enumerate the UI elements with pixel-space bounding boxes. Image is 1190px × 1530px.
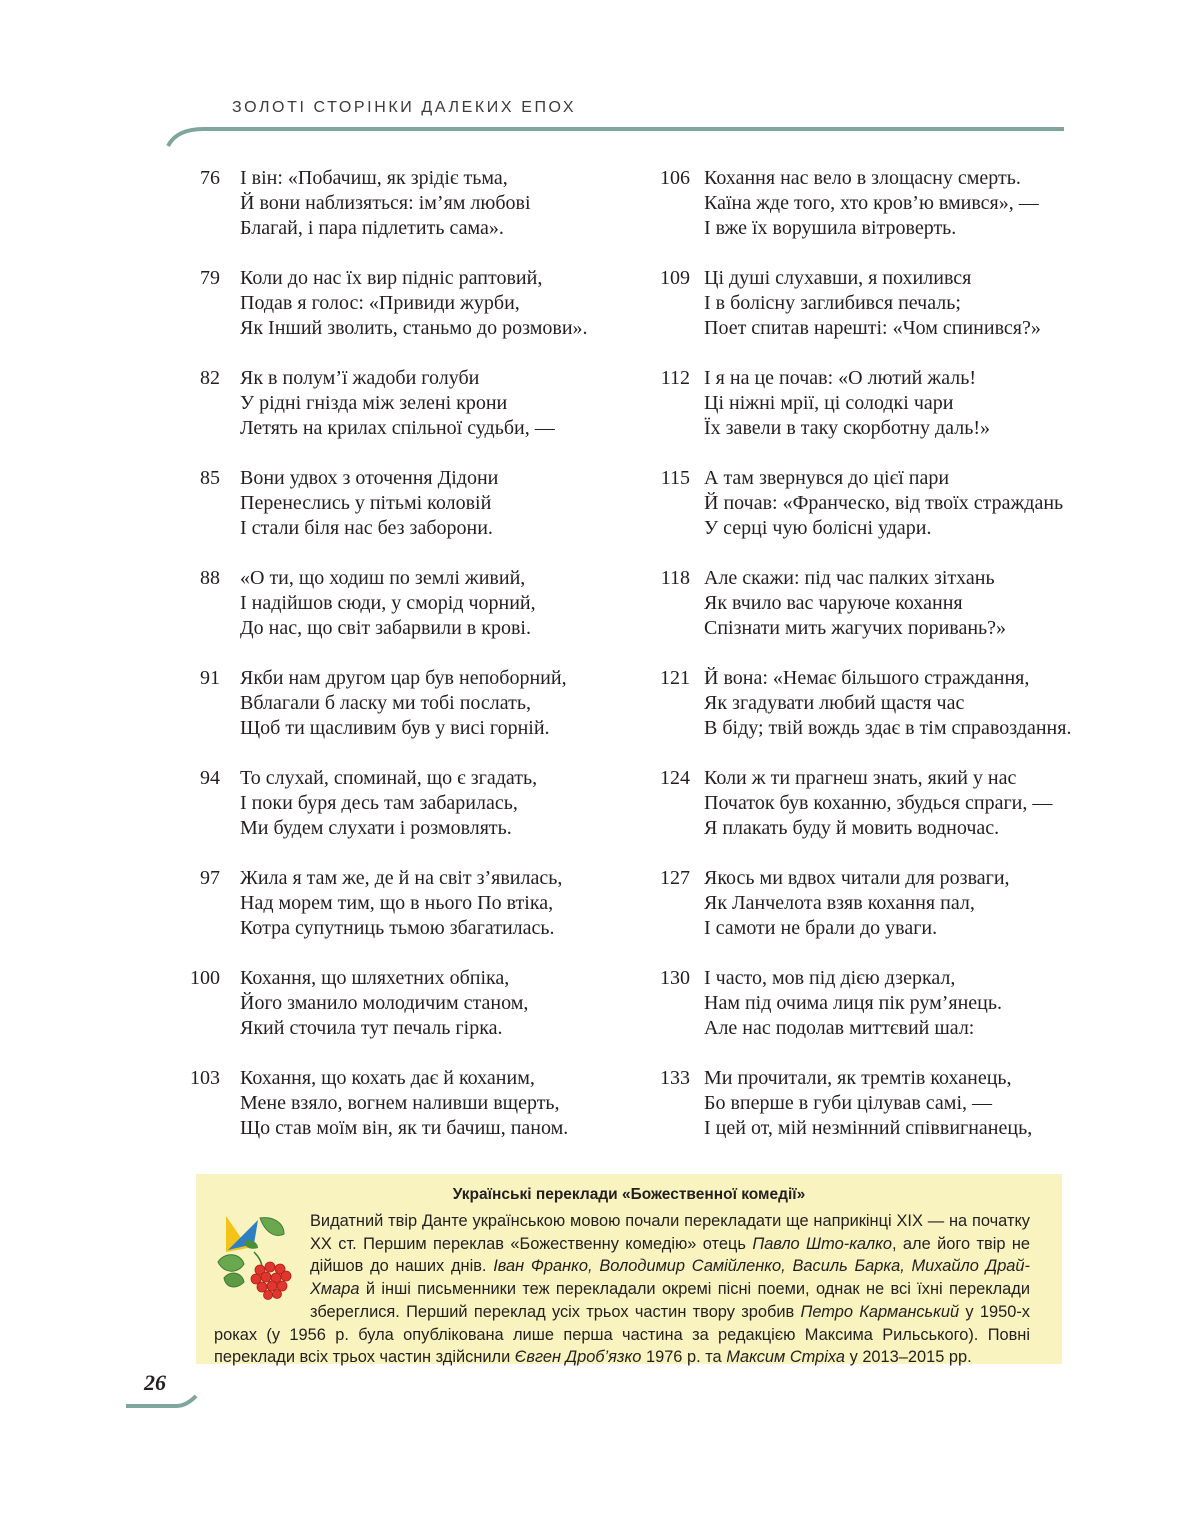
verse-number: 115: [660, 467, 690, 489]
verse-number: 109: [660, 267, 690, 289]
verse-line: Кохання, що кохать дає й коханим,: [240, 1067, 535, 1089]
stanza: [640, 266, 1100, 366]
verse-line: У рідні гнізда між зелені крони: [240, 392, 508, 414]
verse-number: 127: [660, 867, 690, 889]
verse-line: Якби нам другом цар був непоборний,: [240, 667, 567, 689]
verse-line: Початок був коханню, збудься спраги, —: [704, 792, 1053, 814]
verse-line: Ми будем слухати і розмовлять.: [240, 817, 512, 839]
translator-name: Євген Дроб’язко: [514, 1348, 642, 1367]
verse-line: Летять на крилах спільної судьби, —: [240, 417, 555, 439]
stanza: [168, 266, 638, 366]
verse-line: Над морем тим, що в нього По втіка,: [240, 892, 554, 914]
verse-line: Який сточила тут печаль гірка.: [240, 1017, 503, 1039]
stanza: [640, 966, 1100, 1066]
verse-line: Вблагали б ласку ми тобі послать,: [240, 692, 532, 714]
verse-line: Щоб ти щасливим був у висі горній.: [240, 717, 550, 739]
verse-line: Мене взяло, вогнем наливши вщерть,: [240, 1092, 560, 1114]
verse-line: То слухай, споминай, що є згадать,: [240, 767, 538, 789]
verse-line: І часто, мов під дією дзеркал,: [704, 967, 956, 989]
stanza-lines: [240, 666, 567, 766]
verse-line: Перенеслись у пітьмі коловій: [240, 492, 492, 514]
poem-column-left: [168, 166, 638, 1166]
stanza: [640, 866, 1100, 966]
info-box-text: [214, 1210, 1030, 1369]
verse-line: Його зманило молодичим станом,: [240, 992, 529, 1014]
verse-line: Ці ніжні мрії, ці солодкі чари: [704, 392, 954, 414]
stanza: [640, 566, 1100, 666]
verse-line: І я на це почав: «О лютий жаль!: [704, 367, 977, 389]
verse-line: А там звернувся до цієї пари: [704, 467, 950, 489]
stanza-lines: [240, 266, 588, 366]
verse-line: Їх завели в таку скорботну даль!»: [704, 417, 990, 439]
info-text-segment: у 1950-х роках (у 1956 р. була опублікована лише перша частина за редакцією Максима Рильського). Повні переклади всіх трьох частин здійснили: [214, 1302, 1030, 1367]
info-box-translations: [196, 1174, 1062, 1367]
stanza: [640, 766, 1100, 866]
verse-number: 76: [200, 167, 220, 189]
verse-line: Ми прочитали, як тремтів коханець,: [704, 1067, 1012, 1089]
verse-number: 112: [660, 367, 690, 389]
stanza: [640, 366, 1100, 466]
verse-line: Подав я голос: «Привиди журби,: [240, 292, 520, 314]
stanza-lines: [240, 766, 537, 866]
verse-number: 130: [660, 967, 690, 989]
verse-line: Й вони наблизяться: ім’ям любові: [240, 192, 531, 214]
verse-number: 94: [200, 767, 220, 789]
verse-line: Що став моїм він, як ти бачиш, паном.: [240, 1117, 569, 1139]
verse-line: І він: «Побачиш, як зрідіє тьма,: [240, 167, 508, 189]
stanza: [168, 1066, 638, 1166]
stanza: [168, 966, 638, 1066]
verse-line: Спізнати мить жагучих поривань?»: [704, 617, 1007, 639]
header-rule: [164, 120, 1064, 150]
stanza: [168, 866, 638, 966]
stanza: [168, 766, 638, 866]
info-text-segment: 1976 р. та: [641, 1348, 727, 1367]
verse-line: Як Інший зволить, станьмо до розмови».: [240, 317, 588, 339]
verse-line: Якось ми вдвох читали для розваги,: [704, 867, 1010, 889]
verse-line: Коли ж ти прагнеш знать, який у нас: [704, 767, 1017, 789]
stanza: [640, 166, 1100, 266]
stanza-lines: [240, 466, 498, 566]
stanza-lines: [704, 766, 1052, 866]
stanza-lines: [704, 266, 1041, 366]
stanza: [168, 566, 638, 666]
verse-line: Ці душі слухавши, я похилився: [704, 267, 972, 289]
verse-number: 133: [660, 1067, 690, 1089]
verse-line: І цей от, мій незмінний співвигнанець,: [704, 1117, 1033, 1139]
verse-number: 82: [200, 367, 220, 389]
stanza-lines: [704, 1066, 1032, 1166]
verse-number: 97: [200, 867, 220, 889]
stanza: [168, 166, 638, 266]
verse-line: Як в полум’ї жадоби голуби: [240, 367, 480, 389]
verse-line: Як згадувати любий щастя час: [704, 692, 965, 714]
verse-line: Жила я там же, де й на світ з’явилась,: [240, 867, 563, 889]
verse-line: Вони удвох з оточення Дідони: [240, 467, 499, 489]
verse-number: 85: [200, 467, 220, 489]
translator-name: Максим Стріха: [726, 1348, 846, 1367]
stanza-lines: [704, 166, 1039, 266]
stanza-lines: [240, 866, 562, 966]
stanza: [168, 366, 638, 466]
verse-line: Але нас подолав миттєвий шал:: [704, 1017, 975, 1039]
verse-number: 118: [660, 567, 690, 589]
verse-line: І надійшов сюди, у сморід чорний,: [240, 592, 536, 614]
verse-line: Як Ланчелота взяв кохання пал,: [704, 892, 975, 914]
verse-line: І поки буря десь там забарилась,: [240, 792, 518, 814]
running-header-title: ЗОЛОТІ СТОРІНКИ ДАЛЕКИХ ЕПОХ: [232, 99, 577, 116]
stanza: [640, 1066, 1100, 1166]
verse-number: 124: [660, 767, 690, 789]
info-box-title: Українські переклади «Божественної комедії»: [452, 1186, 806, 1203]
verse-line: Бо вперше в губи цілував самі, —: [704, 1092, 992, 1114]
verse-line: Але скажи: під час палких зітхань: [704, 567, 995, 589]
verse-line: Каїна жде того, хто кров’ю вмився», —: [704, 192, 1039, 214]
stanza-lines: [704, 466, 1063, 566]
viburnum-icon: [214, 1212, 298, 1302]
verse-number: 106: [660, 167, 690, 189]
verse-line: Я плакать буду й мовить водночас.: [704, 817, 1000, 839]
verse-number: 79: [200, 267, 220, 289]
info-text-segment: , але його твір не дійшов до наших днів.: [310, 1234, 1031, 1276]
stanza-lines: [240, 166, 531, 266]
translator-name: Петро Карманський: [800, 1302, 960, 1321]
stanza: [168, 666, 638, 766]
stanza: [168, 466, 638, 566]
verse-line: Й почав: «Франческо, від твоїх страждань: [704, 492, 1064, 514]
info-text-segment: у 2013–2015 рр.: [845, 1348, 972, 1367]
stanza-lines: [704, 966, 1002, 1066]
translator-name: Іван Франко, Володимир Самійленко, Василь Барка, Михайло Драй-Хмара: [310, 1257, 1030, 1299]
translator-name: Павло Што-калко: [752, 1234, 892, 1253]
verse-line: Кохання, що шляхетних обпіка,: [240, 967, 510, 989]
verse-number: 88: [200, 567, 220, 589]
verse-line: Поет спитав нарешті: «Чом спинився?»: [704, 317, 1041, 339]
verse-line: І в болісну заглибився печаль;: [704, 292, 961, 314]
stanza-lines: [704, 666, 1071, 766]
stanza-lines: [240, 1066, 568, 1166]
footer-swoosh: [126, 1394, 198, 1414]
stanza-lines: [704, 366, 990, 466]
verse-line: До нас, що світ забарвили в крові.: [240, 617, 531, 639]
stanza-lines: [704, 566, 1006, 666]
stanza: [640, 666, 1100, 766]
verse-number: 103: [190, 1067, 220, 1089]
verse-line: Коли до нас їх вир підніс раптовий,: [240, 267, 543, 289]
stanza: [640, 466, 1100, 566]
poem-column-right: [640, 166, 1100, 1166]
verse-line: У серці чую болісні удари.: [704, 517, 932, 539]
verse-line: І вже їх ворушила вітроверть.: [704, 217, 957, 239]
verse-line: І самоти не брали до уваги.: [704, 917, 938, 939]
verse-line: Кохання нас вело в злощасну смерть.: [704, 167, 1021, 189]
page-number: 26: [144, 1370, 166, 1395]
verse-line: «О ти, що ходиш по землі живий,: [240, 567, 526, 589]
verse-number: 121: [660, 667, 690, 689]
verse-number: 100: [190, 967, 220, 989]
stanza-lines: [240, 966, 528, 1066]
verse-number: 91: [200, 667, 220, 689]
info-text-segment: й інші письменники теж перекладали окремі пісні поеми, однак не всі їхні переклади збереглися. Перший переклад усіх трьох частин твору зробив: [310, 1280, 1030, 1321]
verse-line: Котра супутниць тьмою збагатилась.: [240, 917, 555, 939]
verse-line: І стали біля нас без заборони.: [240, 517, 493, 539]
stanza-lines: [704, 866, 1010, 966]
stanza-lines: [240, 566, 536, 666]
verse-line: В біду; твій вождь здає в тім справоздання.: [704, 717, 1072, 739]
verse-line: Як вчило вас чаруюче кохання: [704, 592, 963, 614]
stanza-lines: [240, 366, 555, 466]
verse-line: Благай, і пара підлетить сама».: [240, 217, 504, 239]
info-text-segment: Видатний твір Данте українською мовою почали перекладати ще наприкінці XIX — на початку XX ст. Першим переклав «Божественну комедію» отець: [310, 1212, 1030, 1253]
verse-line: Й вона: «Немає більшого страждання,: [704, 667, 1030, 689]
verse-line: Нам під очима лиця пік рум’янець.: [704, 992, 1003, 1014]
